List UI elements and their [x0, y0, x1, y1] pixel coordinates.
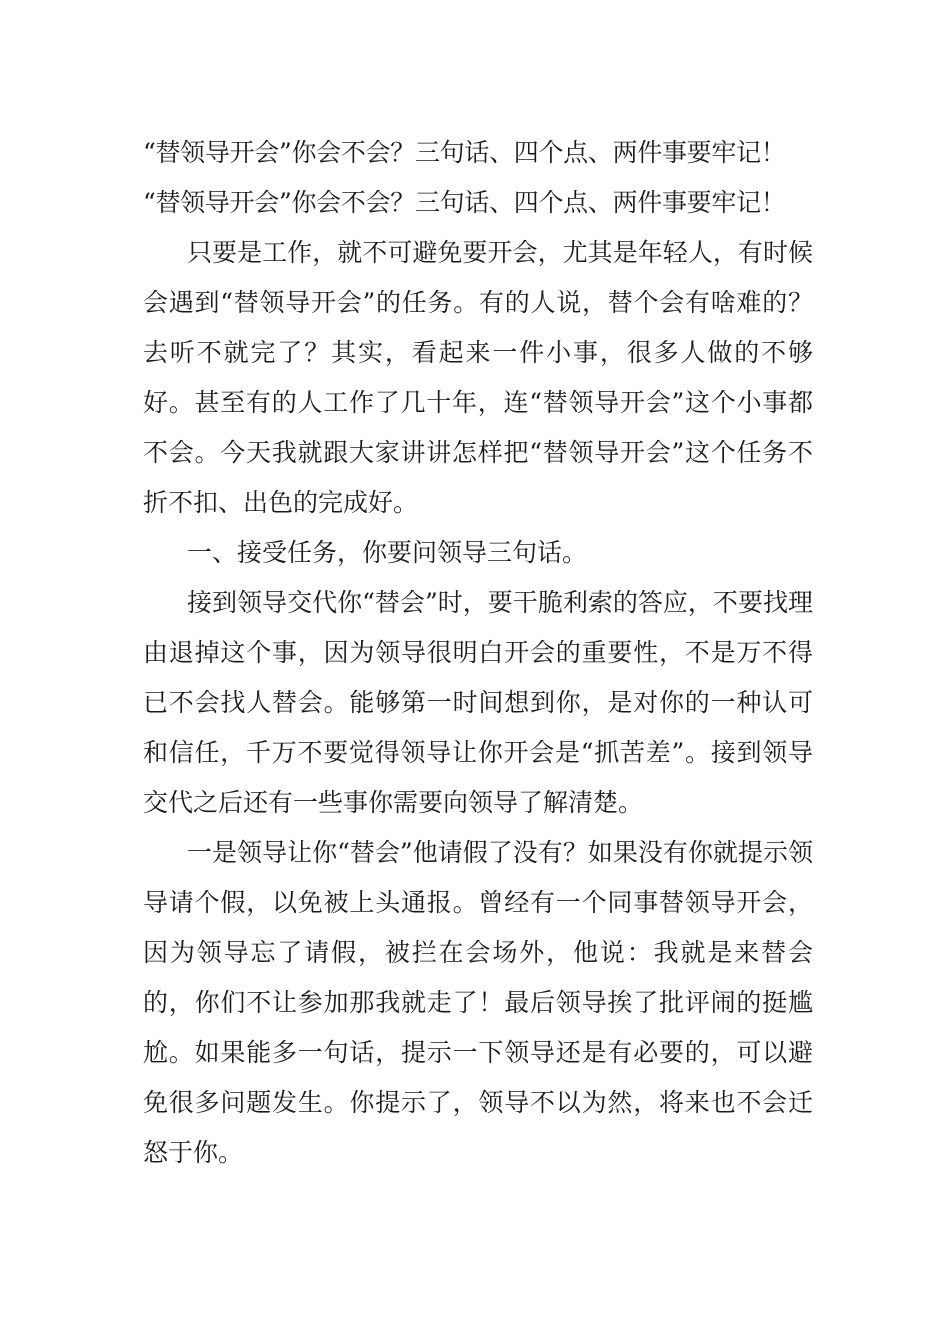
- body-paragraph: 接到领导交代你“替会”时，要干脆利索的答应，不要找理由退掉这个事，因为领导很明白开会的重要性，不是万不得已不会找人替会。能够第一时间想到你，是对你的一种认可和信任，千万不要觉得领导让你开会是“抓苦差”。接到领导交代之后还有一些事你需要向领导了解清楚。: [143, 588, 813, 817]
- document-body: [143, 128, 813, 1178]
- document-title-repeat: “替领导开会”你会不会？三句话、四个点、两件事要牢记！: [143, 188, 786, 217]
- body-paragraph: 一是领导让你“替会”他请假了没有？如果没有你就提示领导请个假，以免被上头通报。曾经有一个同事替领导开会，因为领导忘了请假，被拦在会场外，他说：我就是来替会的，你们不让参加那我就走了！最后领导挨了批评闹的挺尴尬。如果能多一句话，提示一下领导还是有必要的，可以避免很多问题发生。你提示了，领导不以为然，将来也不会迁怒于你。: [143, 838, 813, 1167]
- section-heading: 一、接受任务，你要问领导三句话。: [187, 538, 588, 567]
- document-title: “替领导开会”你会不会？三句话、四个点、两件事要牢记！: [143, 138, 786, 167]
- intro-paragraph: 只要是工作，就不可避免要开会，尤其是年轻人，有时候会遇到“替领导开会”的任务。有的人说，替个会有啥难的？去听不就完了？其实，看起来一件小事，很多人做的不够好。甚至有的人工作了几十年，连“替领导开会”这个小事都不会。今天我就跟大家讲讲怎样把“替领导开会”这个任务不折不扣、出色的完成好。: [143, 238, 813, 517]
